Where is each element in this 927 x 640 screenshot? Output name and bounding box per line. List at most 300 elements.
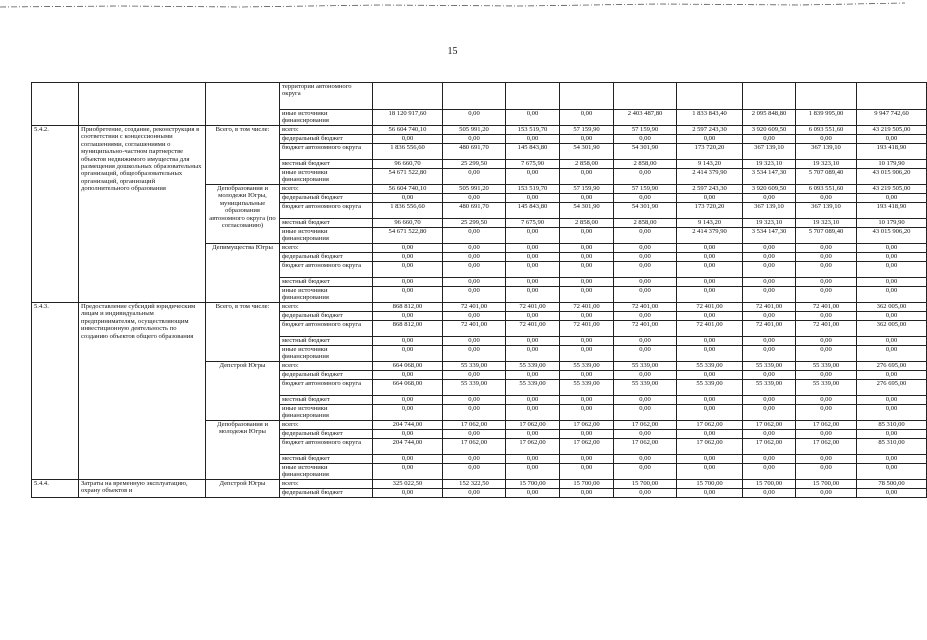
value-cell: 0,00 <box>743 396 796 405</box>
value-cell: 0,00 <box>677 455 743 464</box>
funding-source-label: иные источники финансирования <box>280 346 373 362</box>
value-cell: 85 310,00 <box>857 421 927 430</box>
value-cell: 0,00 <box>743 455 796 464</box>
value-cell: 17 062,00 <box>743 439 796 455</box>
value-cell: 0,00 <box>506 194 560 203</box>
value-cell: 15 700,00 <box>796 480 857 489</box>
value-cell: 57 159,90 <box>560 185 614 194</box>
value-cell: 0,00 <box>677 489 743 498</box>
value-cell: 0,00 <box>796 278 857 287</box>
value-cell: 0,00 <box>743 346 796 362</box>
value-cell: 0,00 <box>677 312 743 321</box>
value-cell: 0,00 <box>443 455 506 464</box>
value-cell: 0,00 <box>373 464 443 480</box>
value-cell: 15 700,00 <box>677 480 743 489</box>
value-cell: 480 691,70 <box>443 203 506 219</box>
value-cell: 0,00 <box>560 489 614 498</box>
value-cell: 0,00 <box>743 287 796 303</box>
funding-source-label: федеральный бюджет <box>280 430 373 439</box>
value-cell: 868 812,00 <box>373 321 443 337</box>
value-cell: 1 833 843,40 <box>677 110 743 126</box>
value-cell: 0,00 <box>677 346 743 362</box>
value-cell <box>743 83 796 110</box>
value-cell: 0,00 <box>506 396 560 405</box>
value-cell: 96 660,70 <box>373 219 443 228</box>
value-cell: 55 339,00 <box>614 380 677 396</box>
value-cell: 72 401,00 <box>614 303 677 312</box>
value-cell: 0,00 <box>677 244 743 253</box>
value-cell: 0,00 <box>506 464 560 480</box>
value-cell: 0,00 <box>857 312 927 321</box>
item-description: Приобретение, создание, реконструкция в соответствии с концессионными соглашениями, соглашениями о муниципально-частном партнерстве объектов недвижимого имущества для размещения дошкольных образовательных организаций, общеобразовательных организаций, организаций дополнительного образования <box>79 126 206 303</box>
value-cell: 0,00 <box>857 278 927 287</box>
value-cell: 15 700,00 <box>506 480 560 489</box>
value-cell: 0,00 <box>857 287 927 303</box>
page-number: 15 <box>447 46 458 57</box>
value-cell: 868 812,00 <box>373 303 443 312</box>
value-cell: 72 401,00 <box>743 303 796 312</box>
value-cell: 362 005,00 <box>857 303 927 312</box>
value-cell: 276 695,00 <box>857 362 927 371</box>
value-cell: 2 403 487,80 <box>614 110 677 126</box>
value-cell: 0,00 <box>677 253 743 262</box>
value-cell: 173 720,20 <box>677 144 743 160</box>
value-cell: 25 299,50 <box>443 160 506 169</box>
value-cell: 0,00 <box>796 135 857 144</box>
value-cell: 9 143,20 <box>677 160 743 169</box>
funding-source-label: бюджет автономного округа <box>280 262 373 278</box>
value-cell: 0,00 <box>677 135 743 144</box>
value-cell: 0,00 <box>373 489 443 498</box>
value-cell: 19 323,10 <box>796 219 857 228</box>
value-cell: 0,00 <box>743 337 796 346</box>
value-cell: 276 695,00 <box>857 380 927 396</box>
value-cell: 0,00 <box>796 262 857 278</box>
value-cell: 0,00 <box>857 489 927 498</box>
value-cell <box>614 83 677 110</box>
value-cell: 55 339,00 <box>506 380 560 396</box>
funding-source-label: иные источники финансирования <box>280 405 373 421</box>
funding-source-label: местный бюджет <box>280 337 373 346</box>
responsible-party: Депобразования и молодежи Югры, муниципальные образования автономного округа (по согласованию) <box>206 185 280 244</box>
value-cell: 54 671 522,80 <box>373 228 443 244</box>
value-cell: 2 095 848,80 <box>743 110 796 126</box>
funding-source-label: федеральный бюджет <box>280 253 373 262</box>
value-cell: 0,00 <box>443 194 506 203</box>
value-cell: 0,00 <box>796 489 857 498</box>
value-cell: 0,00 <box>443 371 506 380</box>
value-cell: 0,00 <box>506 135 560 144</box>
funding-source-label: местный бюджет <box>280 278 373 287</box>
value-cell: 0,00 <box>743 405 796 421</box>
value-cell: 193 418,90 <box>857 203 927 219</box>
value-cell: 72 401,00 <box>796 303 857 312</box>
value-cell: 5 707 089,40 <box>796 228 857 244</box>
value-cell: 2 414 379,90 <box>677 228 743 244</box>
value-cell: 0,00 <box>506 405 560 421</box>
value-cell: 72 401,00 <box>677 303 743 312</box>
value-cell: 0,00 <box>743 262 796 278</box>
value-cell: 0,00 <box>443 396 506 405</box>
value-cell: 0,00 <box>506 346 560 362</box>
funding-source-label: федеральный бюджет <box>280 312 373 321</box>
value-cell: 1 836 556,60 <box>373 144 443 160</box>
value-cell: 43 219 505,00 <box>857 126 927 135</box>
value-cell: 0,00 <box>560 278 614 287</box>
funding-source-label: федеральный бюджет <box>280 135 373 144</box>
funding-source-label: иные источники финансирования <box>280 287 373 303</box>
value-cell <box>560 83 614 110</box>
value-cell: 17 062,00 <box>560 421 614 430</box>
value-cell: 204 744,00 <box>373 421 443 430</box>
value-cell: 57 159,90 <box>560 126 614 135</box>
value-cell: 0,00 <box>506 278 560 287</box>
value-cell: 0,00 <box>506 228 560 244</box>
value-cell: 0,00 <box>796 312 857 321</box>
funding-source-label: местный бюджет <box>280 160 373 169</box>
value-cell: 43 015 906,20 <box>857 169 927 185</box>
value-cell: 19 323,10 <box>743 160 796 169</box>
value-cell: 0,00 <box>560 253 614 262</box>
value-cell: 0,00 <box>560 405 614 421</box>
value-cell: 0,00 <box>677 262 743 278</box>
value-cell: 0,00 <box>743 253 796 262</box>
value-cell: 0,00 <box>506 244 560 253</box>
value-cell: 6 093 551,60 <box>796 126 857 135</box>
value-cell: 2 414 379,90 <box>677 169 743 185</box>
value-cell: 10 179,90 <box>857 219 927 228</box>
value-cell: 0,00 <box>560 244 614 253</box>
value-cell: 0,00 <box>796 464 857 480</box>
value-cell: 1 836 556,60 <box>373 203 443 219</box>
value-cell: 55 339,00 <box>560 380 614 396</box>
value-cell: 19 323,10 <box>743 219 796 228</box>
value-cell: 0,00 <box>677 337 743 346</box>
responsible-party: Депстрой Югры <box>206 362 280 421</box>
funding-source-label: всего: <box>280 421 373 430</box>
responsible-party: Всего, в том числе: <box>206 126 280 185</box>
value-cell: 0,00 <box>614 169 677 185</box>
value-cell: 0,00 <box>796 430 857 439</box>
value-cell: 55 339,00 <box>560 362 614 371</box>
value-cell: 0,00 <box>443 430 506 439</box>
value-cell: 0,00 <box>677 371 743 380</box>
value-cell: 55 339,00 <box>677 362 743 371</box>
value-cell: 0,00 <box>560 312 614 321</box>
value-cell: 0,00 <box>857 253 927 262</box>
value-cell: 54 301,90 <box>560 144 614 160</box>
value-cell: 0,00 <box>743 135 796 144</box>
funding-source-label: федеральный бюджет <box>280 489 373 498</box>
value-cell: 0,00 <box>743 371 796 380</box>
value-cell: 72 401,00 <box>677 321 743 337</box>
value-cell: 55 339,00 <box>743 380 796 396</box>
value-cell: 145 843,80 <box>506 144 560 160</box>
value-cell: 0,00 <box>614 312 677 321</box>
value-cell: 17 062,00 <box>614 439 677 455</box>
value-cell: 17 062,00 <box>443 439 506 455</box>
value-cell <box>677 83 743 110</box>
responsible-party: Депимущества Югры <box>206 244 280 303</box>
value-cell: 2 858,00 <box>614 160 677 169</box>
value-cell: 0,00 <box>857 464 927 480</box>
value-cell: 0,00 <box>560 346 614 362</box>
value-cell: 85 310,00 <box>857 439 927 455</box>
value-cell: 2 858,00 <box>614 219 677 228</box>
value-cell: 0,00 <box>743 278 796 287</box>
value-cell: 25 299,50 <box>443 219 506 228</box>
item-code: 5.4.3. <box>32 303 79 480</box>
value-cell: 15 700,00 <box>743 480 796 489</box>
value-cell: 0,00 <box>506 337 560 346</box>
value-cell: 7 675,90 <box>506 219 560 228</box>
value-cell: 9 143,20 <box>677 219 743 228</box>
value-cell: 0,00 <box>443 405 506 421</box>
value-cell: 0,00 <box>373 337 443 346</box>
value-cell: 0,00 <box>373 396 443 405</box>
value-cell: 0,00 <box>506 430 560 439</box>
value-cell: 18 120 917,60 <box>373 110 443 126</box>
funding-source-label: всего: <box>280 185 373 194</box>
value-cell: 0,00 <box>373 135 443 144</box>
value-cell: 0,00 <box>614 464 677 480</box>
value-cell: 3 920 609,50 <box>743 185 796 194</box>
value-cell: 0,00 <box>614 287 677 303</box>
funding-source-label: всего: <box>280 244 373 253</box>
value-cell: 17 062,00 <box>677 421 743 430</box>
table-row <box>32 83 927 110</box>
value-cell: 0,00 <box>373 312 443 321</box>
value-cell: 72 401,00 <box>796 321 857 337</box>
value-cell: 5 707 089,40 <box>796 169 857 185</box>
value-cell: 0,00 <box>677 278 743 287</box>
value-cell: 55 339,00 <box>743 362 796 371</box>
value-cell: 72 401,00 <box>614 321 677 337</box>
value-cell: 0,00 <box>857 194 927 203</box>
value-cell: 0,00 <box>443 489 506 498</box>
value-cell: 2 597 243,30 <box>677 126 743 135</box>
value-cell: 0,00 <box>796 253 857 262</box>
value-cell: 2 597 243,30 <box>677 185 743 194</box>
funding-source-label: иные источники финансирования <box>280 110 373 126</box>
value-cell: 0,00 <box>373 194 443 203</box>
value-cell: 2 858,00 <box>560 219 614 228</box>
responsible-party: Депобразования и молодежи Югры <box>206 421 280 480</box>
value-cell: 55 339,00 <box>677 380 743 396</box>
value-cell: 0,00 <box>614 244 677 253</box>
value-cell: 0,00 <box>560 262 614 278</box>
funding-source-label: федеральный бюджет <box>280 194 373 203</box>
value-cell: 152 322,50 <box>443 480 506 489</box>
value-cell: 153 519,70 <box>506 185 560 194</box>
value-cell: 367 139,10 <box>796 144 857 160</box>
value-cell: 0,00 <box>443 253 506 262</box>
value-cell: 0,00 <box>614 228 677 244</box>
value-cell: 0,00 <box>796 194 857 203</box>
item-description <box>79 83 206 126</box>
value-cell: 0,00 <box>743 244 796 253</box>
value-cell: 57 159,90 <box>614 185 677 194</box>
funding-source-label: всего: <box>280 126 373 135</box>
value-cell: 0,00 <box>743 430 796 439</box>
value-cell: 43 219 505,00 <box>857 185 927 194</box>
value-cell: 0,00 <box>506 262 560 278</box>
value-cell: 54 301,90 <box>614 203 677 219</box>
item-description: Затраты на временную эксплуатацию, охрану объектов и <box>79 480 206 498</box>
value-cell: 72 401,00 <box>506 321 560 337</box>
value-cell: 0,00 <box>443 169 506 185</box>
value-cell: 0,00 <box>373 430 443 439</box>
funding-source-label: местный бюджет <box>280 455 373 464</box>
funding-source-label: всего: <box>280 480 373 489</box>
value-cell: 0,00 <box>443 262 506 278</box>
value-cell: 0,00 <box>443 228 506 244</box>
value-cell: 72 401,00 <box>443 303 506 312</box>
item-code <box>32 83 79 126</box>
funding-source-label: территории автономного округа <box>280 83 373 110</box>
value-cell: 505 991,20 <box>443 185 506 194</box>
value-cell: 0,00 <box>560 194 614 203</box>
value-cell: 55 339,00 <box>443 380 506 396</box>
responsible-party: Депстрой Югры <box>206 480 280 498</box>
value-cell: 0,00 <box>857 262 927 278</box>
funding-source-label: местный бюджет <box>280 219 373 228</box>
value-cell: 72 401,00 <box>743 321 796 337</box>
value-cell: 0,00 <box>506 287 560 303</box>
value-cell: 72 401,00 <box>506 303 560 312</box>
value-cell: 56 604 740,10 <box>373 185 443 194</box>
value-cell: 72 401,00 <box>443 321 506 337</box>
value-cell: 0,00 <box>443 110 506 126</box>
value-cell: 0,00 <box>857 135 927 144</box>
value-cell: 56 604 740,10 <box>373 126 443 135</box>
value-cell: 55 339,00 <box>796 362 857 371</box>
value-cell: 0,00 <box>614 262 677 278</box>
value-cell: 0,00 <box>506 169 560 185</box>
value-cell: 0,00 <box>560 287 614 303</box>
funding-table <box>31 82 927 498</box>
funding-source-label: всего: <box>280 362 373 371</box>
value-cell: 0,00 <box>373 253 443 262</box>
value-cell: 0,00 <box>614 278 677 287</box>
value-cell: 17 062,00 <box>560 439 614 455</box>
value-cell: 367 139,10 <box>743 203 796 219</box>
value-cell: 17 062,00 <box>443 421 506 430</box>
value-cell: 0,00 <box>857 244 927 253</box>
value-cell: 0,00 <box>373 405 443 421</box>
value-cell: 17 062,00 <box>743 421 796 430</box>
value-cell: 0,00 <box>743 194 796 203</box>
value-cell: 173 720,20 <box>677 203 743 219</box>
value-cell: 0,00 <box>373 346 443 362</box>
value-cell: 0,00 <box>560 110 614 126</box>
value-cell: 0,00 <box>373 262 443 278</box>
item-description: Предоставление субсидий юридическим лицам и индивидуальным предпринимателям, осуществляющим инвестиционную деятельность по созданию объектов общего образования <box>79 303 206 480</box>
value-cell: 0,00 <box>796 455 857 464</box>
item-code: 5.4.4. <box>32 480 79 498</box>
value-cell: 0,00 <box>560 371 614 380</box>
value-cell: 78 500,00 <box>857 480 927 489</box>
value-cell: 0,00 <box>614 346 677 362</box>
value-cell: 0,00 <box>677 396 743 405</box>
table-row <box>32 126 927 135</box>
value-cell: 0,00 <box>560 430 614 439</box>
value-cell: 0,00 <box>614 489 677 498</box>
value-cell: 0,00 <box>560 228 614 244</box>
value-cell: 0,00 <box>796 244 857 253</box>
value-cell: 0,00 <box>796 405 857 421</box>
value-cell: 3 534 147,30 <box>743 228 796 244</box>
value-cell: 0,00 <box>443 278 506 287</box>
value-cell: 664 068,00 <box>373 362 443 371</box>
value-cell: 0,00 <box>373 371 443 380</box>
funding-source-label: местный бюджет <box>280 396 373 405</box>
value-cell: 0,00 <box>614 135 677 144</box>
scan-edge-line <box>0 0 905 10</box>
value-cell: 17 062,00 <box>677 439 743 455</box>
value-cell: 193 418,90 <box>857 144 927 160</box>
value-cell: 0,00 <box>857 337 927 346</box>
value-cell: 15 700,00 <box>560 480 614 489</box>
value-cell <box>373 83 443 110</box>
value-cell: 367 139,10 <box>743 144 796 160</box>
value-cell: 0,00 <box>614 371 677 380</box>
value-cell: 0,00 <box>614 430 677 439</box>
value-cell: 0,00 <box>857 396 927 405</box>
funding-source-label: бюджет автономного округа <box>280 439 373 455</box>
value-cell: 0,00 <box>743 312 796 321</box>
value-cell: 0,00 <box>373 455 443 464</box>
table-row <box>32 480 927 489</box>
value-cell: 72 401,00 <box>560 321 614 337</box>
value-cell: 55 339,00 <box>614 362 677 371</box>
value-cell: 362 005,00 <box>857 321 927 337</box>
value-cell: 0,00 <box>506 455 560 464</box>
value-cell: 0,00 <box>560 135 614 144</box>
value-cell <box>857 83 927 110</box>
value-cell: 0,00 <box>743 489 796 498</box>
value-cell: 0,00 <box>677 430 743 439</box>
responsible-party <box>206 83 280 126</box>
value-cell: 0,00 <box>443 244 506 253</box>
value-cell: 0,00 <box>443 464 506 480</box>
value-cell: 54 301,90 <box>614 144 677 160</box>
value-cell: 55 339,00 <box>796 380 857 396</box>
value-cell <box>796 83 857 110</box>
value-cell: 7 675,90 <box>506 160 560 169</box>
value-cell: 17 062,00 <box>796 421 857 430</box>
funding-source-label: иные источники финансирования <box>280 228 373 244</box>
value-cell <box>506 83 560 110</box>
value-cell: 0,00 <box>506 312 560 321</box>
value-cell: 0,00 <box>443 287 506 303</box>
funding-source-label: иные источники финансирования <box>280 464 373 480</box>
value-cell: 3 920 609,50 <box>743 126 796 135</box>
funding-source-label: бюджет автономного округа <box>280 203 373 219</box>
value-cell: 0,00 <box>506 371 560 380</box>
value-cell: 0,00 <box>560 455 614 464</box>
funding-source-label: бюджет автономного округа <box>280 321 373 337</box>
responsible-party: Всего, в том числе: <box>206 303 280 362</box>
value-cell: 0,00 <box>614 253 677 262</box>
value-cell: 0,00 <box>796 337 857 346</box>
value-cell: 2 858,00 <box>560 160 614 169</box>
value-cell: 0,00 <box>443 312 506 321</box>
item-code: 5.4.2. <box>32 126 79 303</box>
value-cell: 0,00 <box>677 194 743 203</box>
value-cell: 0,00 <box>677 464 743 480</box>
value-cell: 15 700,00 <box>614 480 677 489</box>
